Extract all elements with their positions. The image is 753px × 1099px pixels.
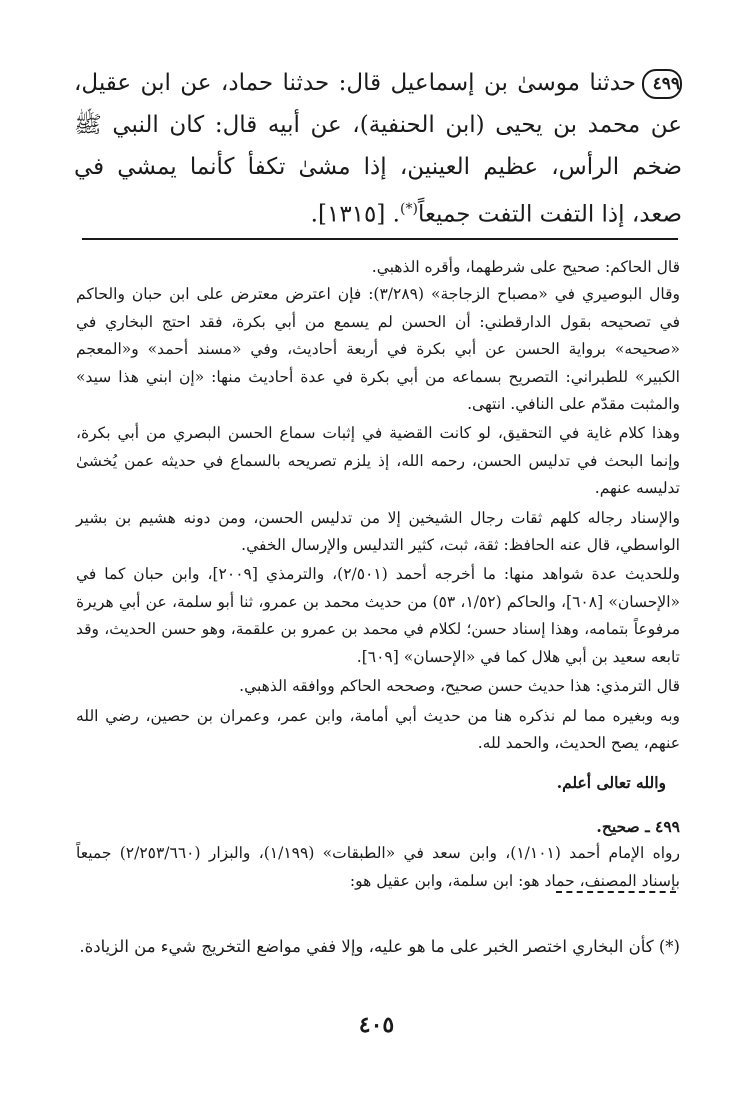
commentary-paragraph: وقال البوصيري في «مصباح الزجاجة» (٣/٢٨٩): فإن اعترض معترض على ابن حبان والحاكم في تصحيحه بقول الدارقطني: أن الحسن لم يسمع من أبي بكرة، فقد احتج البخاري في «صحيحه» برواية الحسن عن أبي بكرة في أربعة أحاديث، وفي «مسند أحمد» و«المعجم الكبير» للطبراني: التصريح بسماعه من أبي بكرة في عدة أحاديث منها: «إن ابني هذا سيد» والمثبت مقدّم على النافي. انتهى. xyxy=(76,285,680,414)
footnote-divider xyxy=(556,891,676,893)
footnote-marker: (*) xyxy=(400,201,418,217)
commentary-paragraph: قال الحاكم: صحيح على شرطهما، وأقره الذهبي. xyxy=(371,258,680,276)
section-divider xyxy=(82,238,678,240)
hadith-reference: . [١٣١٥]. xyxy=(310,201,400,228)
commentary-paragraph: وهذا كلام غاية في التحقيق، لو كانت القضية في إثبات سماع الحسن البصري من أبي بكرة، وإنما البحث في تدليس الحسن، رحمه الله، إذ يلزم تصريحه بالسماع في حديثه عمن يُخشىٰ تدليسه عنهم. xyxy=(76,424,680,498)
hadith-number-badge: ٤٩٩ xyxy=(642,69,682,99)
commentary-paragraph: والإسناد رجاله كلهم ثقات رجال الشيخين إلا من تدليس الحسن، ومن دونه هشيم بن بشير الواسطي، قال عنه الحافظ: ثقة، ثبت، كثير التدليس والإرسال الخفي. xyxy=(76,508,680,555)
hadith-body: حدثنا موسىٰ بن إسماعيل قال: حدثنا حماد، عن ابن عقيل، عن محمد بن يحيى (ابن الحنفية)، عن أبيه قال: كان النبي ﷺ ضخم الرأس، عظيم العينين، إذا مشىٰ تكفأ كأنما يمشي في صعد، إذا التفت التفت جميعاً xyxy=(74,70,682,228)
commentary-paragraph: وللحديث عدة شواهد منها: ما أخرجه أحمد (٢/٥٠١)، والترمذي [٢٠٠٩]، وابن حبان كما في «الإحسان» [٦٠٨]، والحاكم (١/٥٢، ٥٣) من حديث محمد بن عمرو، ثنا أبو سلمة، عن أبي هريرة مرفوعاً بتمامه، وهذا إسناد حسن؛ لكلام في محمد بن عمرو بن علقمة، وهو حسن الحديث، وقد تابعه سعيد بن أبي هلال كما في «الإحسان» [٦٠٩]. xyxy=(76,565,681,666)
page-number: ٤٠٥ xyxy=(358,1012,395,1038)
commentary-paragraph: وبه وبغيره مما لم نذكره هنا من حديث أبي أمامة، وابن عمر، وعمران بن حصين، رضي الله عنهم، يصح الحديث، والحمد لله. xyxy=(76,706,680,752)
commentary-paragraph: قال الترمذي: هذا حديث حسن صحيح، وصححه الحاكم ووافقه الذهبي. xyxy=(239,677,680,696)
hadith-verdict: ٤٩٩ ـ صحيح. xyxy=(596,816,680,836)
closing-phrase: والله تعالى أعلم. xyxy=(556,773,666,793)
takhrij-paragraph: رواه الإمام أحمد (١/١٠١)، وابن سعد في «الطبقات» (١/١٩٩)، والبزار (٢/٢٥٣/٦٦٠) جميعاً بإسناد المصنف، حماد هو: ابن سلمة، وابن عقيل هو: xyxy=(76,844,680,890)
footnote-block xyxy=(72,928,680,965)
hadith-paragraph xyxy=(74,62,682,236)
commentary-block xyxy=(76,254,680,895)
hadith-text-block xyxy=(74,62,682,236)
footnote-text: (*) كأن البخاري اختصر الخبر على ما هو عليه، وإلا ففي مواضع التخريج شيء من الزيادة. xyxy=(79,937,680,956)
